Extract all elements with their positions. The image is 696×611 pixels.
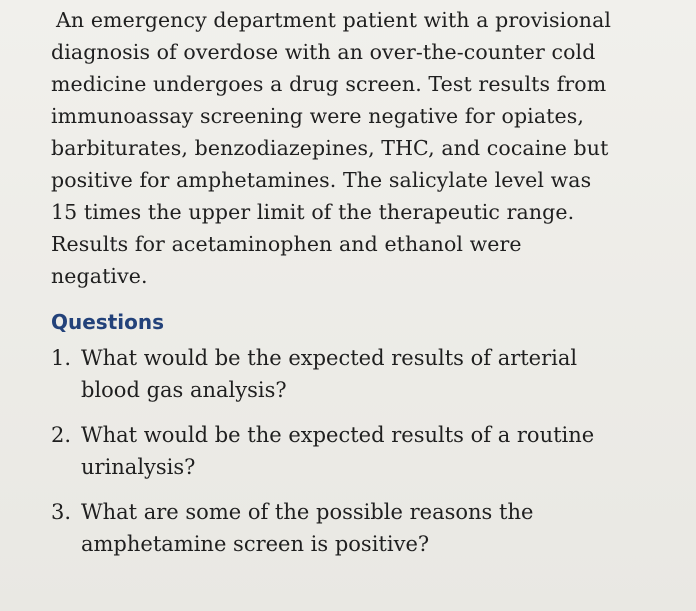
question-line: What are some of the possible reasons the <box>81 500 534 524</box>
question-line: urinalysis? <box>81 455 196 479</box>
question-line: What would be the expected results of arterial <box>81 346 578 370</box>
case-line: 15 times the upper limit of the therapeutic range. <box>51 200 575 224</box>
question-number: 2. <box>51 423 72 447</box>
case-line: diagnosis of overdose with an over-the-counter cold <box>51 40 596 64</box>
question-text <box>81 496 666 560</box>
question-text <box>81 342 666 406</box>
case-line: positive for amphetamines. The salicylate level was <box>51 168 592 192</box>
case-line: barbiturates, benzodiazepines, THC, and cocaine but <box>51 136 609 160</box>
question-item <box>51 419 666 483</box>
question-number: 1. <box>51 346 72 370</box>
case-description <box>51 4 666 292</box>
case-line: Results for acetaminophen and ethanol were <box>51 232 522 256</box>
case-line: immunoassay screening were negative for opiates, <box>51 104 584 128</box>
case-line: negative. <box>51 264 148 288</box>
question-item <box>51 496 666 560</box>
question-line: blood gas analysis? <box>81 378 287 402</box>
question-number: 3. <box>51 500 72 524</box>
question-line: amphetamine screen is positive? <box>81 532 430 556</box>
question-text <box>81 419 666 483</box>
case-line: medicine undergoes a drug screen. Test results from <box>51 72 607 96</box>
question-item <box>51 342 666 406</box>
question-line: What would be the expected results of a routine <box>81 423 595 447</box>
questions-heading: Questions <box>51 310 165 334</box>
questions-list <box>51 342 666 560</box>
case-line: An emergency department patient with a provisional <box>56 8 612 32</box>
